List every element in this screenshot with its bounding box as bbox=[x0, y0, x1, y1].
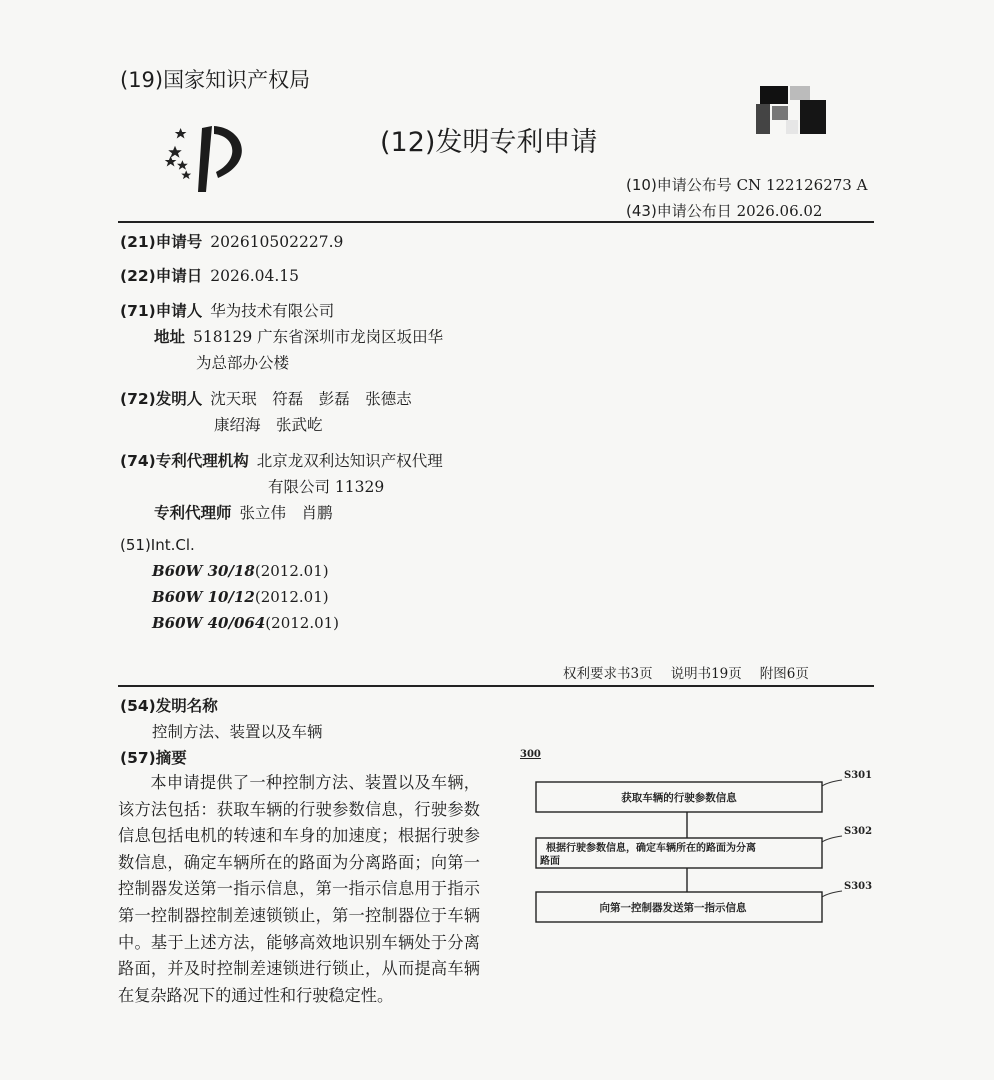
agent-label: 专利代理师 bbox=[154, 504, 232, 522]
application-number-value: 202610502227.9 bbox=[210, 233, 344, 251]
step-id-s303: S303 bbox=[844, 881, 873, 892]
address-label: 地址 bbox=[154, 328, 186, 346]
cnipa-logo bbox=[162, 118, 262, 196]
document-type-title: (12)发明专利申请 bbox=[380, 127, 598, 158]
address-line-2: 为总部办公楼 bbox=[196, 354, 290, 372]
step-id-s301: S301 bbox=[844, 770, 873, 781]
application-date-label: (22)申请日 bbox=[120, 267, 203, 285]
inventors-line-2: 康绍海 张武屹 bbox=[214, 416, 323, 434]
page-counts bbox=[563, 662, 827, 682]
top-divider bbox=[118, 221, 874, 223]
description-pages: 说明书19页 bbox=[670, 666, 742, 682]
address bbox=[154, 325, 443, 347]
inventors-line-1: 沈天珉 符磊 彭磊 张德志 bbox=[210, 390, 412, 408]
applicant-label: (71)申请人 bbox=[120, 302, 203, 320]
agency-label: (74)专利代理机构 bbox=[120, 452, 249, 470]
ipc-version: (2012.01) bbox=[254, 562, 329, 580]
step-text-s302-line2: 路面 bbox=[540, 856, 560, 867]
qr-code bbox=[756, 86, 826, 136]
ipc-version: (2012.01) bbox=[254, 588, 329, 606]
step-text-s301: 获取车辆的行驶参数信息 bbox=[621, 792, 737, 804]
applicant-value: 华为技术有限公司 bbox=[210, 302, 335, 320]
claims-pages: 权利要求书3页 bbox=[563, 666, 653, 682]
publication-date-value: 2026.06.02 bbox=[736, 202, 823, 220]
patent-agent bbox=[154, 501, 333, 523]
patent-agency bbox=[120, 449, 443, 471]
application-number-label: (21)申请号 bbox=[120, 233, 203, 251]
application-date bbox=[120, 264, 299, 286]
step-text-s303: 向第一控制器发送第一指示信息 bbox=[599, 902, 747, 914]
inventors-label: (72)发明人 bbox=[120, 390, 203, 408]
ipc-item bbox=[152, 588, 329, 606]
agency-line-1: 北京龙双利达知识产权代理 bbox=[256, 452, 443, 470]
ipc-code: B60W 10/12 bbox=[152, 588, 255, 606]
application-number bbox=[120, 230, 343, 252]
inventors bbox=[120, 387, 412, 409]
publication-date bbox=[626, 200, 822, 221]
agency-line-2: 有限公司 11329 bbox=[268, 478, 385, 496]
ipc-code: B60W 30/18 bbox=[152, 562, 255, 580]
ipc-code: B60W 40/064 bbox=[152, 614, 266, 632]
publication-date-label: (43)申请公布日 bbox=[626, 202, 732, 220]
middle-divider bbox=[118, 685, 874, 687]
application-date-value: 2026.04.15 bbox=[210, 267, 299, 285]
ipc-version: (2012.01) bbox=[265, 614, 340, 632]
publication-number bbox=[626, 174, 867, 195]
invention-title: 控制方法、装置以及车辆 bbox=[152, 723, 323, 741]
figure-number: 300 bbox=[520, 749, 541, 760]
publication-number-value: CN 122126273 A bbox=[736, 176, 868, 194]
ipc-item bbox=[152, 562, 329, 580]
invention-title-label: (54)发明名称 bbox=[120, 697, 218, 715]
step-text-s302-line1: 根据行驶参数信息，确定车辆所在的路面为分离 bbox=[546, 843, 756, 854]
publication-number-label: (10)申请公布号 bbox=[626, 176, 732, 194]
drawings-pages: 附图6页 bbox=[759, 666, 809, 682]
address-line-1: 518129 广东省深圳市龙岗区坂田华 bbox=[193, 328, 444, 346]
ipc-item bbox=[152, 614, 339, 632]
agent-value: 张立伟 肖鹏 bbox=[239, 504, 333, 522]
flowchart-figure bbox=[510, 742, 890, 942]
applicant bbox=[120, 299, 334, 321]
abstract-text: 本申请提供了一种控制方法、装置以及车辆，该方法包括：获取车辆的行驶参数信息，行驶参数信息包括电机的转速和车身的加速度；根据行驶参数信息，确定车辆所在的路面为分离路面；向第一控制器发送第一指示信息，第一指示信息用于指示第一控制器控制差速锁锁止，第一控制器位于车辆中。基于上述方法，能够高效地识别车辆处于分离路面，并及时控制差速锁进行锁止，从而提高车辆在复杂路况下的通过性和行驶稳定性。 bbox=[118, 773, 480, 1005]
patent-office: (19)国家知识产权局 bbox=[120, 68, 311, 92]
step-id-s302: S302 bbox=[844, 826, 873, 837]
abstract-label: (57)摘要 bbox=[120, 749, 187, 767]
ipc-label: (51)Int.Cl. bbox=[120, 536, 195, 554]
